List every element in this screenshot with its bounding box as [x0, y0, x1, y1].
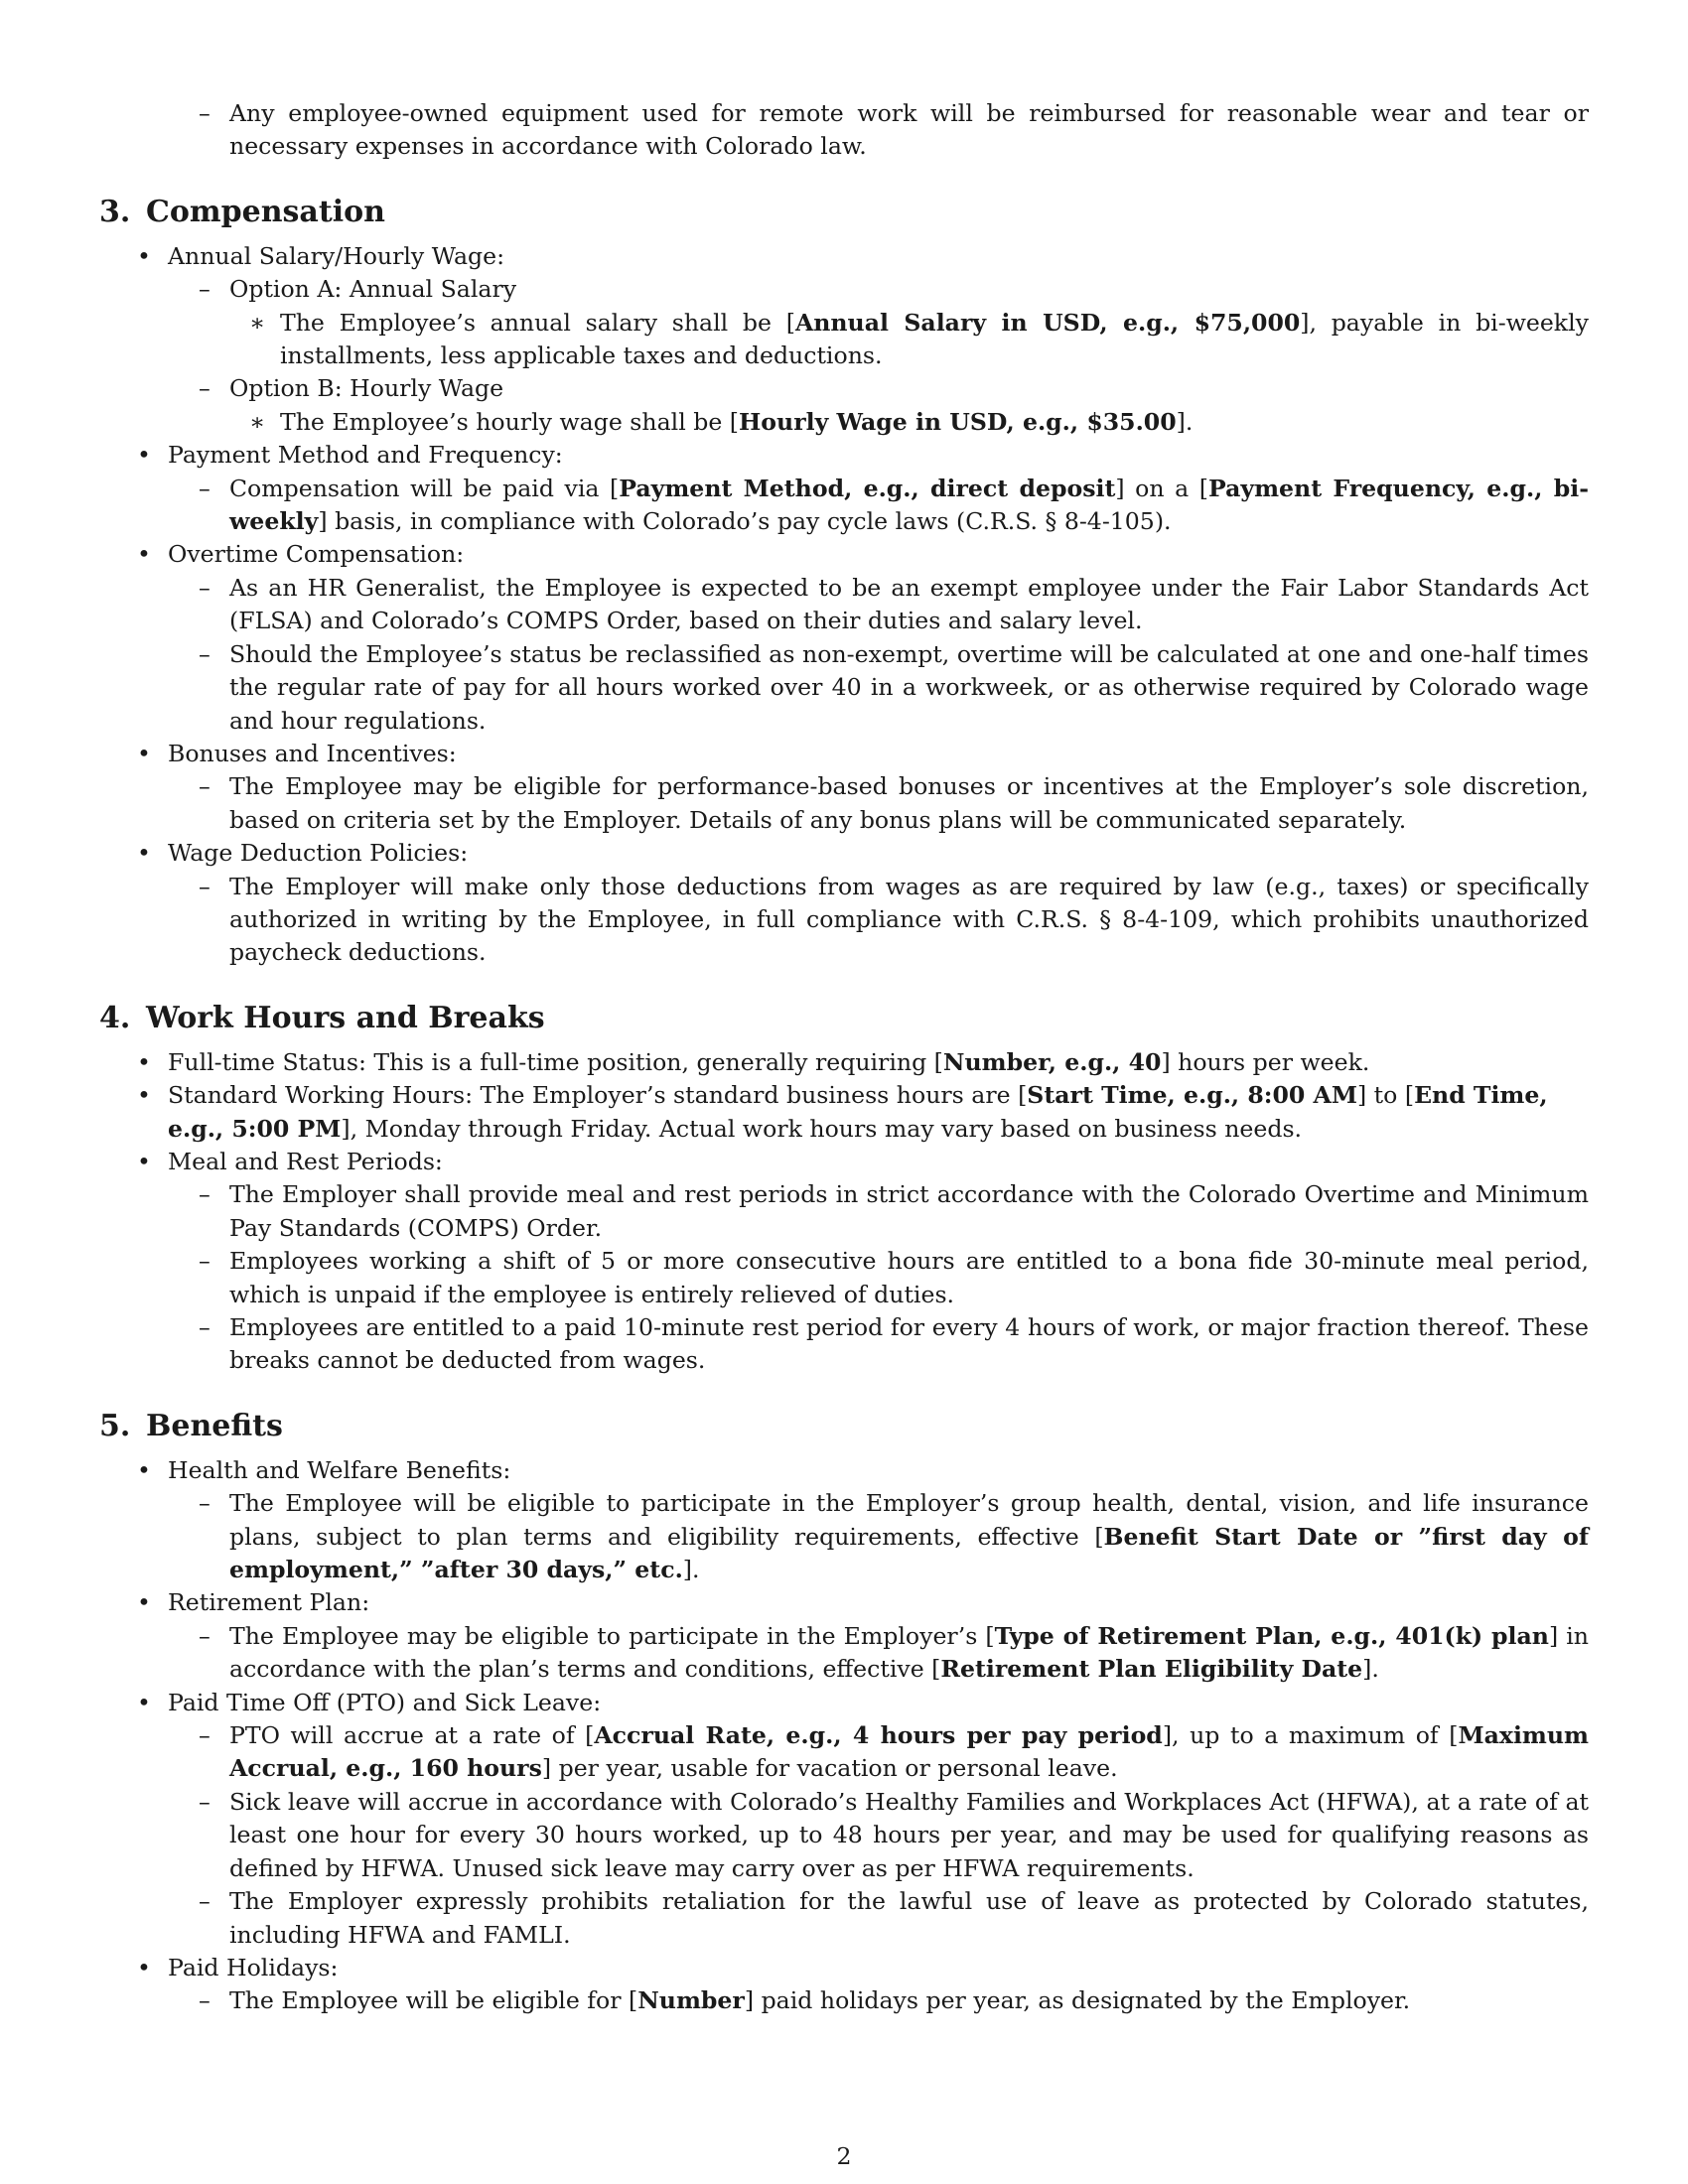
wage-deduction-item: – The Employer will make only those deductions from wages as are required by law (e.g., taxes) or specifically authorized in writing by the Employee, in full compliance with C.R.S. § 8-4-109, which prohibits unauthorized paycheck deductions. [99, 871, 1589, 970]
holidays-number-placeholder: Number [637, 1986, 745, 2015]
payment-bullet: • Payment Method and Frequency: [99, 439, 1589, 472]
remote-equipment-item: – Any employee-owned equipment used for remote work will be reimbursed for reasonable wear and tear or necessary expenses in accordance with Colorado law. [99, 97, 1589, 164]
overtime-item-1: – As an HR Generalist, the Employee is expected to be an exempt employee under the Fair Labor Standards Act (FLSA) and Colorado’s COMPS Order, based on their duties and salary level. [99, 572, 1589, 638]
retaliation-item: – The Employer expressly prohibits retaliation for the lawful use of leave as protected by Colorado statutes, including HFWA and FAMLI. [99, 1885, 1589, 1952]
section-number: 5. [99, 1408, 131, 1443]
section-heading-work-hours [99, 999, 1589, 1038]
payment-frequency-placeholder: Payment Frequency, e.g., bi-weekly [229, 474, 1589, 536]
sick-leave-item: – Sick leave will accrue in accordance with Colorado’s Healthy Families and Workplaces Act (HFWA), at a rate of at least one hour for every 30 hours worked, up to 48 hours per year, and may be used for qualifying reasons as defined by HFWA. Unused sick leave may carry over as per HFWA requirements. [99, 1786, 1589, 1885]
maximum-accrual-placeholder: Maximum Accrual, e.g., 160 hours [229, 1721, 1589, 1783]
accrual-rate-placeholder: Accrual Rate, e.g., 4 hours per pay period [594, 1721, 1163, 1750]
retirement-plan-placeholder: Type of Retirement Plan, e.g., 401(k) plan [994, 1621, 1549, 1650]
health-bullet: • Health and Welfare Benefits: [99, 1454, 1589, 1487]
hourly-wage-placeholder: Hourly Wage in USD, e.g., $35.00 [739, 407, 1177, 436]
bonus-item: – The Employee may be eligible for performance-based bonuses or incentives at the Employer’s sole discretion, based on criteria set by the Employer. Details of any bonus plans will be communicated separately. [99, 770, 1589, 837]
meal-rest-bullet: • Meal and Rest Periods: [99, 1146, 1589, 1178]
health-item: – The Employee will be eligible to participate in the Employer’s group health, dental, vision, and life insurance plans, subject to plan terms and eligibility requirements, effective [Benefit Start Date or ”first day of employment,” ”after 30 days,” etc.]. [99, 1487, 1589, 1586]
payment-detail: – Compensation will be paid via [Payment Method, e.g., direct deposit] on a [Payment Frequency, e.g., bi-weekly] basis, in compliance with Colorado’s pay cycle laws (C.R.S. § 8-4-105). [99, 473, 1589, 539]
retirement-item: – The Employee may be eligible to participate in the Employer’s [Type of Retirement Plan, e.g., 401(k) plan] in accordance with the plan’s terms and conditions, effective [Retirement Plan Eligibility Date]. [99, 1620, 1589, 1687]
section-heading-compensation [99, 193, 1589, 232]
option-b-detail: ∗ The Employee’s hourly wage shall be [Hourly Wage in USD, e.g., $35.00]. [99, 406, 1589, 439]
option-b-item: – Option B: Hourly Wage [99, 372, 1589, 405]
section-title: Work Hours and Breaks [146, 1000, 545, 1035]
option-a-item: – Option A: Annual Salary [99, 273, 1589, 306]
end-time-placeholder: End Time, e.g., 5:00 PM [168, 1081, 1548, 1143]
wage-deduction-bullet: • Wage Deduction Policies: [99, 837, 1589, 870]
hours-placeholder: Number, e.g., 40 [942, 1047, 1162, 1076]
bonus-bullet: • Bonuses and Incentives: [99, 738, 1589, 770]
meal-item-2: – Employees working a shift of 5 or more consecutive hours are entitled to a bona fide 30-minute meal period, which is unpaid if the employee is entirely relieved of duties. [99, 1245, 1589, 1311]
annual-salary-placeholder: Annual Salary in USD, e.g., $75,000 [794, 308, 1301, 337]
meal-item-3: – Employees are entitled to a paid 10-minute rest period for every 4 hours of work, or major fraction thereof. These breaks cannot be deducted from wages. [99, 1311, 1589, 1378]
holidays-bullet: • Paid Holidays: [99, 1952, 1589, 1984]
retirement-date-placeholder: Retirement Plan Eligibility Date [940, 1655, 1363, 1684]
option-a-detail: ∗ The Employee’s annual salary shall be [Annual Salary in USD, e.g., $75,000], payable in bi-weekly installments, less applicable taxes and deductions. [99, 307, 1589, 373]
section-title: Compensation [146, 194, 385, 229]
section-number: 3. [99, 194, 131, 229]
retirement-bullet: • Retirement Plan: [99, 1586, 1589, 1619]
section-number: 4. [99, 1000, 131, 1035]
payment-method-placeholder: Payment Method, e.g., direct deposit [619, 474, 1116, 502]
overtime-item-2: – Should the Employee’s status be reclassified as non-exempt, overtime will be calculated at one and one-half times the regular rate of pay for all hours worked over 40 in a workweek, or as otherwise required by Colorado wage and hour regulations. [99, 638, 1589, 738]
standard-hours-bullet: • Standard Working Hours: The Employer’s standard business hours are [Start Time, e.g., 8:00 AM] to [End Time, e.g., 5:00 PM], Monday through Friday. Actual work hours may vary based on business needs. [99, 1079, 1589, 1146]
page-number: 2 [836, 2142, 852, 2170]
holidays-item: – The Employee will be eligible for [Number] paid holidays per year, as designated by the Employer. [99, 1984, 1589, 2017]
salary-bullet: • Annual Salary/Hourly Wage: [99, 240, 1589, 273]
pto-bullet: • Paid Time Off (PTO) and Sick Leave: [99, 1687, 1589, 1719]
benefit-start-placeholder: Benefit Start Date or ”first day of employment,” ”after 30 days,” etc. [229, 1522, 1589, 1584]
meal-item-1: – The Employer shall provide meal and rest periods in strict accordance with the Colorado Overtime and Minimum Pay Standards (COMPS) Order. [99, 1178, 1589, 1245]
section-heading-benefits [99, 1407, 1589, 1446]
document-page [99, 97, 1589, 2018]
section-title: Benefits [146, 1408, 283, 1443]
pto-item: – PTO will accrue at a rate of [Accrual Rate, e.g., 4 hours per pay period], up to a maximum of [Maximum Accrual, e.g., 160 hours] per year, usable for vacation or personal leave. [99, 1719, 1589, 1786]
full-time-bullet: • Full-time Status: This is a full-time position, generally requiring [Number, e.g., 40] hours per week. [99, 1046, 1589, 1079]
overtime-bullet: • Overtime Compensation: [99, 538, 1589, 571]
start-time-placeholder: Start Time, e.g., 8:00 AM [1027, 1081, 1357, 1110]
